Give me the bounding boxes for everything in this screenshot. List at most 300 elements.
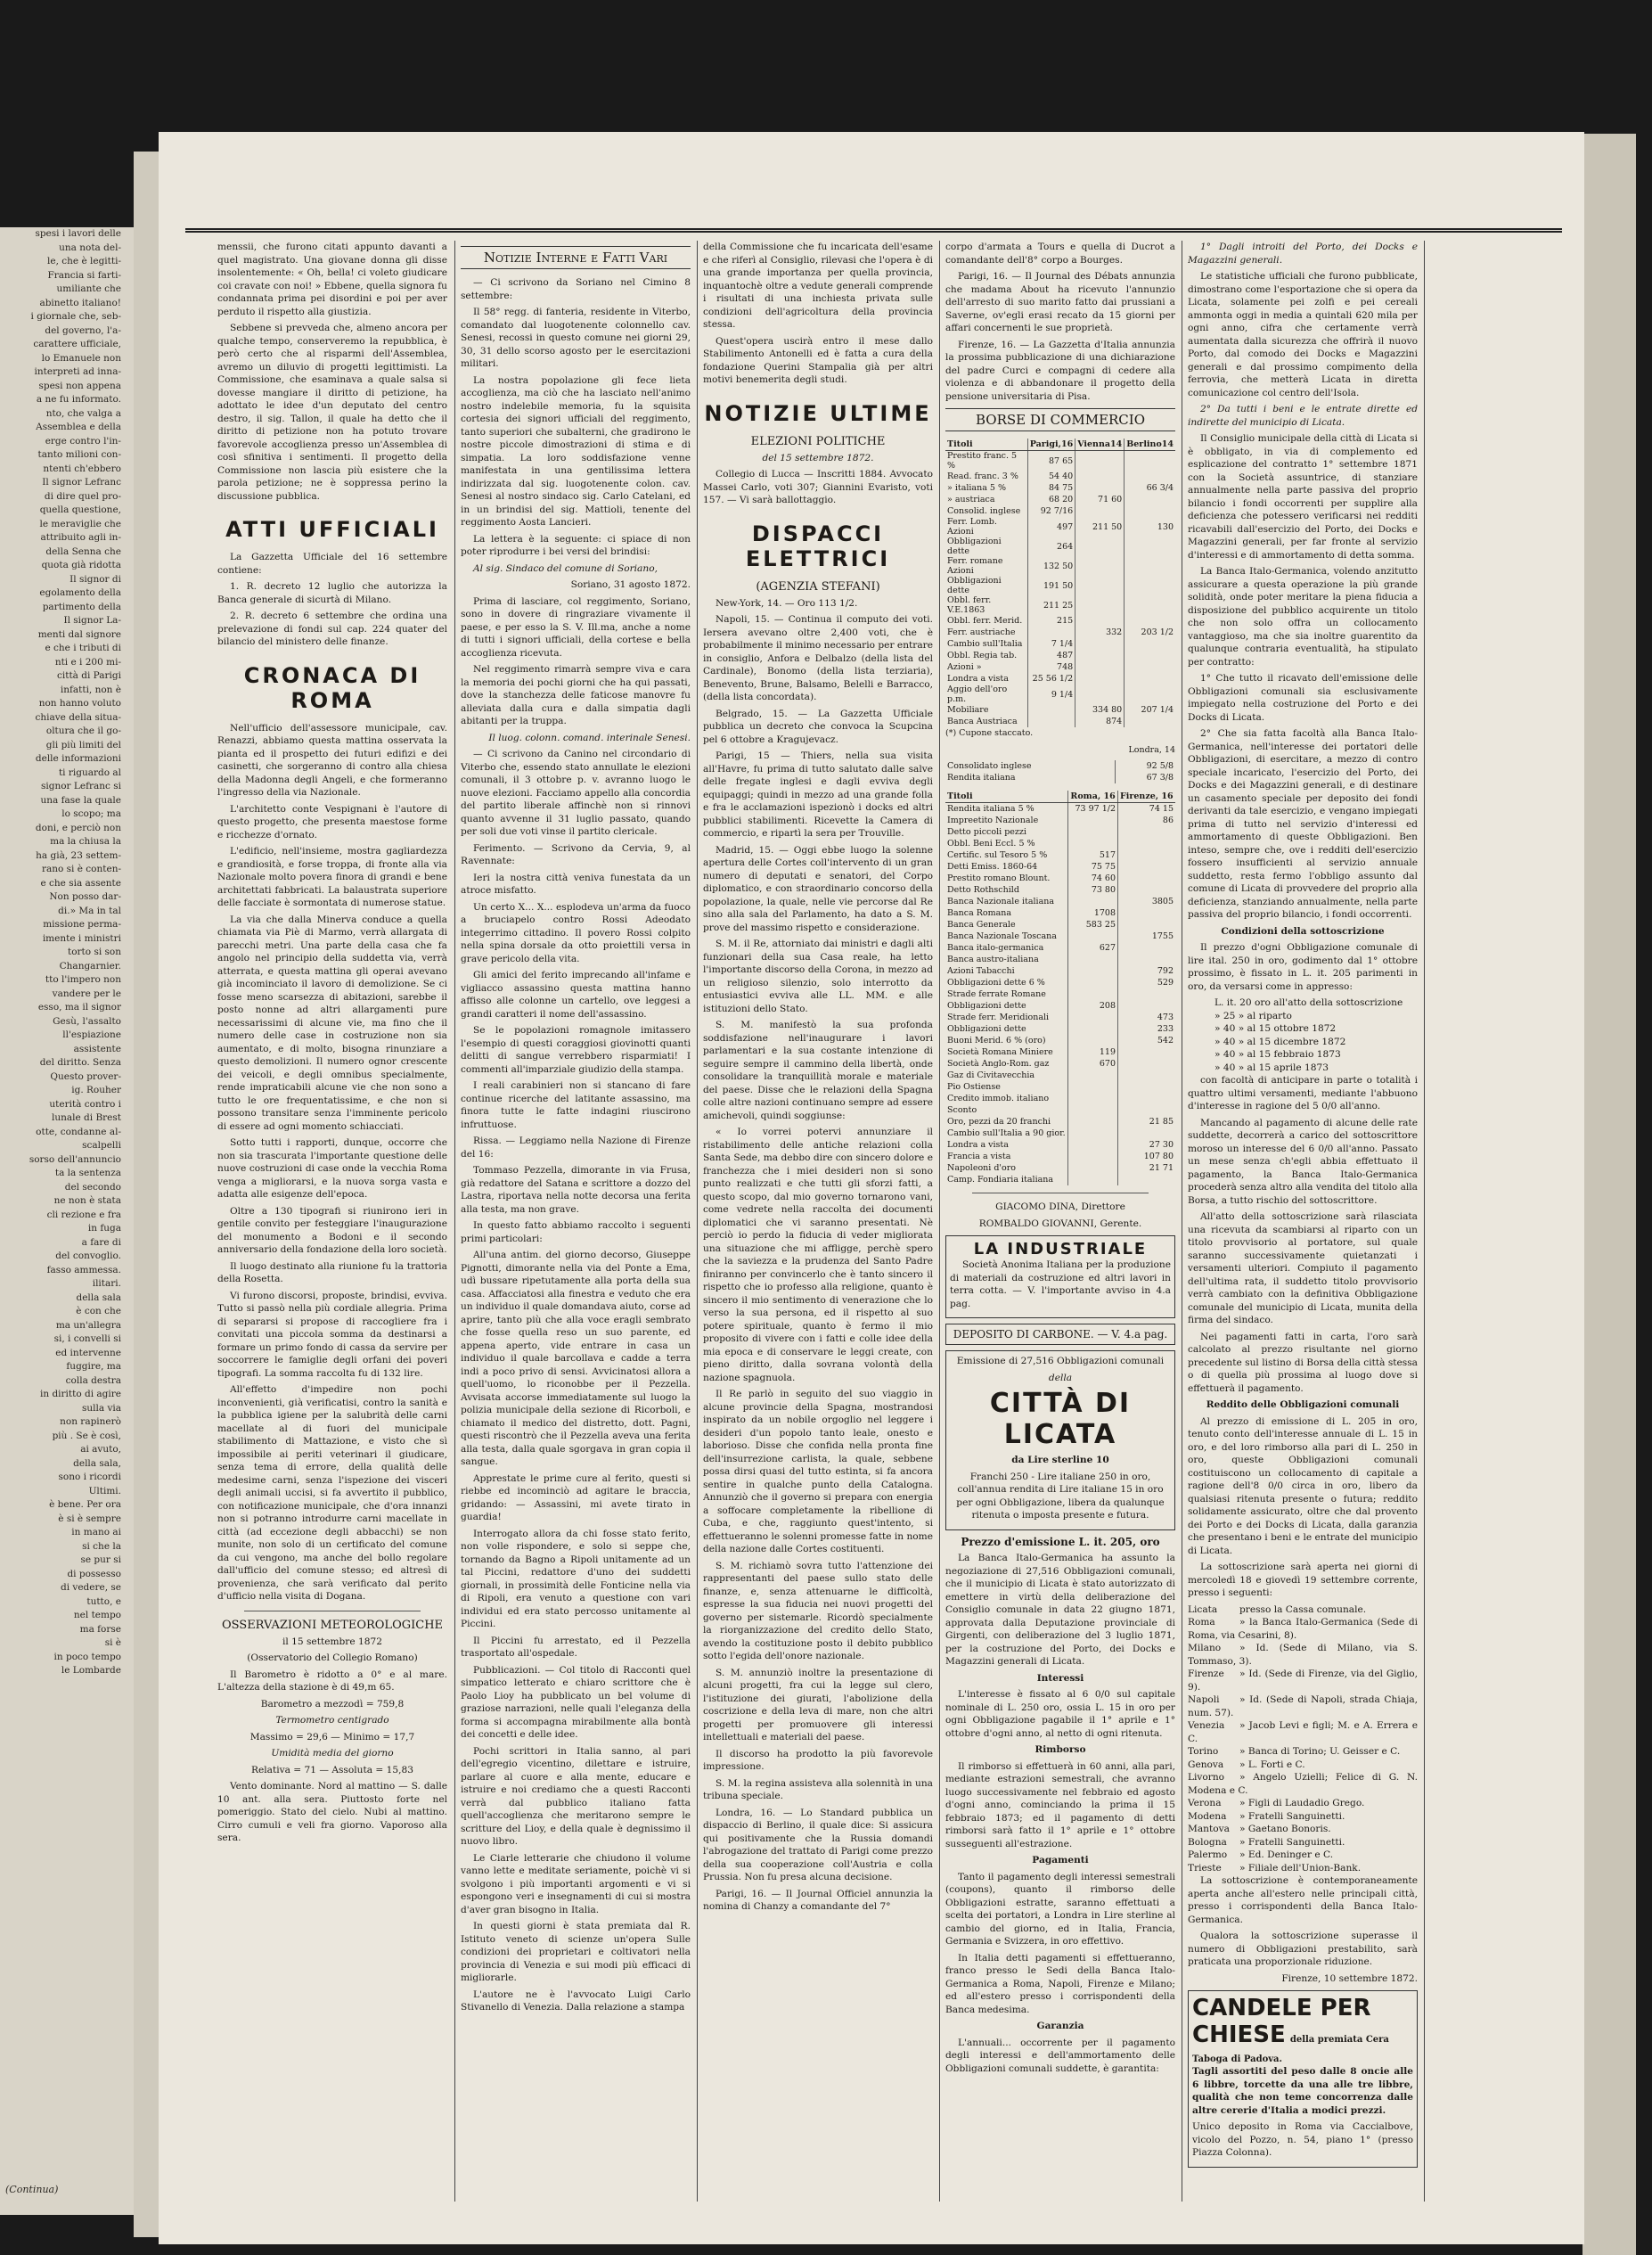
table-cell: Obbl. Regia tab. — [945, 650, 1027, 661]
fragment-line: Gesù, l'assalto — [53, 1015, 121, 1027]
table-row — [945, 988, 1175, 1000]
table-cell: Azioni Tabacchi — [945, 965, 1068, 977]
article-text: Quest'opera uscirà entro il mese dallo Stabilimento Antonelli ed è fatta a cura della fondazione Querini Stampalia già per altri motivi benemerita degli studi. — [703, 335, 933, 385]
table-cell: 84 75 — [1027, 482, 1075, 494]
article-signature: Il luog. colonn. comand. interinale Senesi. — [488, 732, 691, 743]
place-city: Livorno — [1188, 1772, 1225, 1783]
dispatch-text: New-York, 14. — Oro 113 1/2. — [716, 597, 858, 609]
deposito-ad: DEPOSITO DI CARBONE. — V. 4.a pag. — [945, 1324, 1175, 1345]
fragment-line: della sala, — [73, 1457, 121, 1469]
table-body — [945, 760, 1175, 783]
article-text: Collegio di Lucca — Inscritti 1884. Avvocato Massei Carlo, voti 307; Giannini Evaristo, voti 157. — Vi sarà ballottaggio. — [703, 469, 933, 505]
ad-date: Firenze, 10 settembre 1872. — [1281, 1972, 1418, 1984]
article-text: — Ci scrivono da Soriano nel Cimino 8 settembre: — [461, 277, 691, 301]
table-cell — [1027, 704, 1075, 716]
fragment-line: Assemblea e della — [36, 422, 121, 432]
table-row — [945, 931, 1175, 942]
fragment-line: è bene. Per ora — [49, 1499, 121, 1510]
section-heading-notizie-interne: Notizie Interne e Fatti Vari — [461, 246, 691, 269]
continua-note: (Continua) — [5, 2184, 59, 2195]
article-text: Gli amici del ferito imprecando all'infame e vigliacco assassino questa mattina hanno affisso alle colonne un cartello, ove leggesi a grandi caratteri il nome dell'assassino. — [461, 970, 691, 1020]
ad-text: 1° Dagli introiti del Porto, dei Docks e Magazzini generali. — [1188, 242, 1418, 266]
table-cell: Banca Generale — [945, 919, 1068, 931]
fragment-line: tanto milioni con- — [37, 449, 121, 460]
place-row — [1188, 1771, 1418, 1797]
ad-text: La sottoscrizione è contemporaneamente aperta anche all'estero nelle principali città, presso i corrispondenti della Banca Italo-Germanica. — [1188, 1875, 1418, 1925]
place-city: Roma — [1188, 1617, 1215, 1628]
article-text: Al sig. Sindaco del comune di Soriano, — [473, 562, 658, 574]
table-cell: Società Anglo-Rom. gaz — [945, 1058, 1068, 1070]
dispatch-text: Firenze, 16. — La Gazzetta d'Italia annunzia la prossima pubblicazione di una dichiarazione del padre Curci e compagni di cedere alla violenza e di abbandonare il progetto della pensione universitaria di Pisa. — [945, 339, 1175, 402]
fragment-line: ma forse — [79, 1623, 121, 1635]
table-cell — [1118, 1174, 1175, 1185]
article-text: Il 58° regg. di fanteria, residente in Viterbo, comandato dal luogotenente colonnello cav. Senesi, recossi in questo comune nei giorni 29, 30, 31 dello scorso agosto per le esercitazioni militari. — [461, 307, 691, 369]
table-cell — [1125, 615, 1175, 627]
table-header — [945, 439, 1175, 451]
table-cell — [1118, 1058, 1175, 1070]
payment-schedule — [1188, 996, 1418, 1074]
fragment-line: abinetto italiano! — [39, 297, 121, 308]
table-cell: 1708 — [1068, 907, 1118, 919]
table-row — [945, 907, 1175, 919]
schedule-row: » 40 » al 15 dicembre 1872 — [1214, 1036, 1346, 1047]
article-text: Interrogato allora da chi fosse stato ferito, non volle rispondere, e solo si seppe che, tornando da Bagno a Ripoli unitamente ad un tal Piccini, redattore d'uno dei suddetti giornali, in prossimità delle Fonticine nella via di Ripoli, era venuto a questione con vari individui ed era stato percosso unitamente al Piccini. — [461, 1528, 691, 1629]
spacer — [945, 783, 1175, 791]
table-cell — [1068, 826, 1118, 838]
article-text: Il Barometro è ridotto a 0° e al mare. L'altezza della stazione è di 49,m 65. — [217, 1669, 447, 1693]
dispatch-text: Il discorso ha prodotto la più favorevole impressione. — [703, 1748, 933, 1772]
ad-text: Al prezzo di emissione di L. 205 in oro, tenuto conto dell'interesse annuale di L. 15 in oro, e del loro rimborso alla pari di L. 250 in oro, queste Obbligazioni comunali costituiscono un collocamento di capitale a ragione dell'8 0/0 circa in oro, libero da qualsiasi ritenuta presente o futura; reddito solidamente assicurato, oltre che dal provento dei Porto e dei Docks di Licata, dalla garanzia che presentano i beni e le entrate del municipio di Licata. — [1188, 1415, 1418, 1556]
table-cell — [1118, 884, 1175, 896]
table-cell: » austriaca — [945, 494, 1027, 505]
table-cell — [1075, 650, 1125, 661]
table-cell: 215 — [1027, 615, 1075, 627]
ad-text: Franchi 250 - Lire italiane 250 in oro, coll'annua rendita di Lire italiane 15 in oro per ogni Obbligazione, libera da qualunque ritenuta o imposta presente e futura. — [956, 1471, 1165, 1521]
fragment-line: una fase la quale — [40, 794, 121, 806]
place-city: Napoli — [1188, 1694, 1220, 1705]
article-text: Il Piccini fu arrestato, ed il Pezzella trasportato all'ospedale. — [461, 1635, 691, 1659]
table-cell — [1125, 673, 1175, 685]
article-text: Tommaso Pezzella, dimorante in via Frusa, già redattore del Satana e scrittore a dozzo del Lastra, riportava nella notte decorsa una ferita alla testa, ma non grave. — [461, 1165, 691, 1215]
fragment-line: vandere per le — [52, 988, 121, 999]
ad-subheading: Emissione di 27,516 Obbligazioni comunali — [956, 1356, 1165, 1366]
fragment-line: ntenti ch'ebbero — [43, 463, 121, 474]
table-cell: Camp. Fondiaria italiana — [945, 1174, 1068, 1185]
article-text: La Gazzetta Ufficiale del 16 settembre contiene: — [217, 552, 447, 576]
director-line: GIACOMO DINA, Direttore — [995, 1201, 1125, 1212]
humidity-reading: Relativa = 71 — Assoluta = 15,83 — [251, 1764, 413, 1775]
place-city: Genova — [1188, 1759, 1224, 1770]
subheading-agenzia: (AGENZIA STEFANI) — [756, 579, 880, 594]
schedule-row: » 40 » al 15 ottobre 1872 — [1214, 1023, 1337, 1034]
table-header — [945, 791, 1175, 803]
ad-text: All'atto della sottoscrizione sarà rilasciata una ricevuta da scambiarsi al riparto con un titolo provvisorio al portatore, sul quale saranno successivamente quietanzati i versamenti ulteriori. Compiuto il pagamento dell'ultima rata, il suddetto titolo provvisorio verrà cambiato con la definitiva Obbligazione comunale del municipio di Licata, munita della firma del sindaco. — [1188, 1211, 1418, 1325]
table-row — [945, 451, 1175, 472]
fragment-line: e che i tributi di — [45, 643, 121, 653]
table-cell: 75 75 — [1068, 861, 1118, 873]
table-cell: Read. franc. 3 % — [945, 471, 1027, 482]
fragment-line: Questo prover- — [50, 1070, 121, 1082]
table-cell: Obbligazioni dette — [945, 576, 1027, 595]
fragment-line: città di Parigi — [56, 670, 121, 681]
table-cell — [1068, 1151, 1118, 1162]
table-cell: 191 50 — [1027, 576, 1075, 595]
fragment-line: partimento della — [42, 601, 121, 612]
fragment-line: spesi i lavori delle — [35, 228, 121, 239]
table-row — [945, 760, 1175, 772]
article-text: In questi giorni è stata premiata dal R. Istituto veneto di scienze un'opera Sulle condizioni dei proprietari e coltivatori nella provincia di Venezia e sui modi più efficaci di migliorarle. — [461, 1921, 691, 1983]
fragment-line: chiave della situa- — [35, 711, 121, 723]
table-cell: 207 1/4 — [1141, 705, 1174, 715]
schedule-row: » 25 » al riparto — [1214, 1010, 1292, 1021]
table-row — [945, 517, 1175, 537]
dispatch-text: Parigi, 16. — Il Journal Officiel annunzia la nomina di Chanzy a comandante del 7° — [703, 1888, 933, 1912]
table-cell — [1075, 556, 1125, 576]
fragment-line: non rapinerò — [60, 1416, 121, 1427]
fragment-line: ilitari. — [92, 1278, 121, 1289]
dispatch-text: S. M. richiamò sovra tutto l'attenzione dei rappresentanti del paese sullo stato delle finanze, e, senza attenuarne le difficoltà, espresse la sua fiducia nei nuovi progetti del governo per sistemarle. Ricordò specialmente la riorganizzazione del credito dello Stato, avendo la costituzione posto il debito pubblico sotto l'egida dell'onore nazionale. — [703, 1560, 933, 1661]
fragment-line: tto l'impero non — [45, 974, 121, 985]
table-cell — [1075, 471, 1125, 482]
fragment-line: nto, che valga a — [45, 407, 121, 419]
table-cell — [1068, 1035, 1118, 1046]
table-cell — [1075, 685, 1125, 704]
table-row — [945, 1151, 1175, 1162]
fragment-line: di.» Ma in tal — [58, 905, 121, 916]
dispatch-text: « Io vorrei potervi annunziare il ristabilimento delle antiche relazioni colla Santa Sede, ma debbo dire con sincero dolore e franchezza che i miei desideri non si sono punto realizzati e che tutti gli sforzi fatti, a questo scopo, dal mio governo tornarono vani, come vedrete nella raccolta dei documenti diplomatici che vi saranno presentati. Nè perciò io perdo la fiducia di veder migliorata una situazione che mi affligge, perchè spero che la saviezza e la prudenza del Santo Padre finiranno per convincerlo che è tanto sincero il rispetto che io professo alla religione, quanto è sincero il mio sentimento di venerazione che lo verso la sua persona, ed il rispetto al suo potere spirituale, quanto è fermo il mio proposito di vivere con i fatti e colle idee della mia epoca e di conservare le leggi create, con pieno diritto, dalla sovrana volontà della nazione spagnuola. — [703, 1127, 933, 1383]
table-cell: Banca italo-germanica — [945, 942, 1068, 954]
table-row — [945, 954, 1175, 965]
table-cell: 54 40 — [1027, 471, 1075, 482]
fragment-line: egolamento della — [39, 587, 121, 598]
fragment-line: i giornale che, seb- — [30, 311, 121, 322]
dispatch-text: corpo d'armata a Tours e quella di Ducrot a comandante dell'8° corpo a Bourges. — [945, 242, 1175, 266]
place-city: Licata — [1188, 1603, 1218, 1615]
table-cell: 627 — [1068, 942, 1118, 954]
place-agent: » Fratelli Sanguinetti. — [1239, 1836, 1345, 1848]
table-cell — [1118, 826, 1175, 838]
place-city: Bologna — [1188, 1836, 1227, 1848]
ad-subheading: Pagamenti — [1032, 1855, 1089, 1866]
table-row — [945, 838, 1175, 849]
table-cell: Prestito romano Blount. — [945, 873, 1068, 884]
table-cell — [1075, 537, 1125, 556]
fragment-line: quella questione, — [39, 504, 121, 515]
fragment-line: in poco tempo — [53, 1651, 121, 1662]
ad-subheading: della — [1048, 1372, 1073, 1383]
table-cell — [1068, 954, 1118, 965]
column-rule — [939, 241, 940, 2202]
fragment-line: in fuga — [87, 1223, 121, 1234]
column-3 — [703, 241, 933, 2218]
dispatch-text: Parigi, 15 — Thiers, nella sua visita all'Havre, fu prima di tutto salutato dalle salve delle fregate inglesi e dagli evviva degli equipaggi; quindi in mezzo ad una grande folla e fra le acclamazioni ispezionò i docks ed altri pubblici stabilimenti. Ricevette la Camera di commercio, e ripartì la sera per Trouville. — [703, 750, 933, 839]
article-text: Il luogo destinato alla riunione fu la trattoria della Rosetta. — [217, 1260, 447, 1284]
table-row — [945, 471, 1175, 482]
table-header-cell: Parigi,16 — [1027, 439, 1075, 451]
table-cell — [1075, 638, 1125, 650]
table-row — [945, 595, 1175, 615]
table-cell: 583 25 — [1068, 919, 1118, 931]
table-row — [945, 896, 1175, 907]
table-row — [945, 1058, 1175, 1070]
ad-subheading: Condizioni della sottoscrizione — [1221, 925, 1385, 937]
table-row — [945, 1035, 1175, 1046]
table-cell: Rendita italiana 5 % — [945, 803, 1068, 816]
table-cell — [1068, 1093, 1118, 1104]
table-row — [945, 1104, 1175, 1116]
article-text: Pubblicazioni. — Col titolo di Racconti quel simpatico letterato e chiaro scrittore che è Paolo Lioy ha pubblicato un bel volume di graziose narrazioni, nelle quali l'eleganza della forma si accompagna mirabilmente alla bontà dei concetti e delle idee. — [461, 1664, 691, 1740]
table-cell: Obbligazioni dette — [945, 537, 1027, 556]
table-cell: 87 65 — [1027, 451, 1075, 472]
fragment-line: di dire quel pro- — [44, 490, 121, 502]
table-cell — [1118, 838, 1175, 849]
fragment-line: signor Lefranc si — [41, 781, 121, 791]
table-cell: Obbl. ferr. V.E.1863 — [945, 595, 1027, 615]
table-caption: Londra, 14 — [1128, 744, 1175, 755]
table-cell: Obbligazioni dette — [945, 1000, 1068, 1012]
section-heading-cronaca-di-roma: CRONACA DI ROMA — [243, 662, 421, 713]
bourse-table-paris — [945, 439, 1175, 727]
table-header-cell: Berlino14 — [1125, 439, 1175, 451]
table-cell: 332 — [1075, 627, 1125, 638]
table-row — [945, 494, 1175, 505]
place-row — [1188, 1849, 1418, 1862]
dispatch-text: S. M. il Re, attorniato dai ministri e dagli alti funzionari della sua Casa reale, ha letto l'importante discorso della Corona, in mezzo ad un religioso silenzio, solo interrotto da entusiastici evviva alle LL. MM. e alle istituzioni dello Stato. — [703, 939, 933, 1014]
fragment-line: cli rezione e fra — [46, 1209, 121, 1220]
fragment-line: del diritto. Senza — [39, 1057, 121, 1068]
table-cell: Napoleoni d'oro — [945, 1162, 1068, 1174]
article-text: L'autore ne è l'avvocato Luigi Carlo Stivanello di Venezia. Dalla relazione a stampa — [461, 1988, 691, 2013]
table-row — [945, 1023, 1175, 1035]
article-text: Oltre a 130 tipografi si riunirono ieri in gentile convito per festeggiare l'inaugurazione del monumento a Bodoni e il secondo anniversario della fondazione della loro società. — [217, 1205, 447, 1255]
table-cell: » italiana 5 % — [945, 482, 1027, 494]
ad-text: La sottoscrizione sarà aperta nei giorni di mercoledì 18 e giovedì 19 settembre corrente, presso i seguenti: — [1188, 1562, 1418, 1598]
table-row — [945, 1139, 1175, 1151]
fragment-line: sorso dell'annuncio — [29, 1153, 121, 1165]
ad-text: Le statistiche ufficiali che furono pubblicate, dimostrano come l'esportazione che si opera da Licata, solamente pei zolfi e pei cereali ammonta oggi in media a quintali 620 mila per ogni anno, cifra che certamente verrà aumentata dalla sicurezza che offrirà il nuovo Porto, dal comodo dei Docks e Magazzini generali e dal prossimo compimento della ferrovia, che metterà Licata in diretta comunicazione col centro dell'Isola. — [1188, 271, 1418, 398]
temperature-reading: Massimo = 29,6 — Minimo = 17,7 — [249, 1731, 415, 1742]
article-text: Un certo X... X... esplodeva un'arma da fuoco a bruciapelo contro Rossi Adeodato integerrimo cittadino. Il povero Rossi colpito nella spina dorsale da otto proiettili versa in grave pericolo della vita. — [461, 901, 691, 964]
place-row — [1188, 1810, 1418, 1824]
place-row — [1188, 1745, 1418, 1759]
ad-subheading: Garanzia — [1036, 2021, 1084, 2031]
gerente-line: ROMBALDO GIOVANNI, Gerente. — [978, 1218, 1142, 1229]
fragment-line: ta la sentenza — [54, 1168, 121, 1178]
dispatch-text: Madrid, 15. — Oggi ebbe luogo la solenne apertura delle Cortes coll'intervento di un gran numero di deputati e senatori, del Corpo diplomatico, e con straordinario concorso della popolazione, la quale, nelle vie percorse dal Re sino alla sala del Parlamento, ha dato a S. M. prove del massimo rispetto e considerazione. — [703, 844, 933, 933]
fragment-line: ne non è stata — [53, 1195, 121, 1206]
table-cell: 670 — [1068, 1058, 1118, 1070]
table-cell: 68 20 — [1027, 494, 1075, 505]
fragment-line: sono i ricordi — [58, 1472, 121, 1482]
fragment-line: delle informazioni — [35, 753, 121, 764]
place-row — [1188, 1642, 1418, 1668]
place-agent: » Id. (Sede di Milano, via S. Tommaso, 3). — [1188, 1643, 1418, 1667]
table-cell: 132 50 — [1027, 556, 1075, 576]
table-row — [945, 772, 1175, 783]
table-cell: Oro, pezzi da 20 franchi — [945, 1116, 1068, 1128]
table-cell: Francia a vista — [945, 1151, 1068, 1162]
table-cell: 27 30 — [1149, 1140, 1174, 1150]
table-cell — [1118, 861, 1175, 873]
table-cell: Buoni Merid. 6 % (oro) — [945, 1035, 1068, 1046]
place-agent: » Angelo Uzielli; Felice di G. N. Modena e C. — [1188, 1772, 1418, 1796]
place-row — [1188, 1836, 1418, 1849]
fragment-line: rano si è conten- — [41, 864, 121, 874]
place-row — [1188, 1759, 1418, 1772]
fragment-line: interpreti ad inna- — [34, 366, 121, 377]
table-row — [945, 627, 1175, 638]
fragment-line: oltura che il go- — [45, 726, 121, 736]
article-text: L'edificio, nell'insieme, mostra gagliardezza e grandiosità, e forse troppa, di fronte alla via Nazionale molto povera finora di grandi e bene architettati fabbricati. La balaustrata superiore delle facciate è sormontata di numerose statue. — [217, 846, 447, 908]
ad-text: Qualora la sottoscrizione superasse il numero di Obbligazioni prestabilito, sarà praticata una proporzionale riduzione. — [1188, 1931, 1418, 1967]
ad-text: La Banca Italo-Germanica, volendo anzitutto assicurare a questa operazione la più grande solidità, onde poter meritare la piena fiducia a disposizione del pubblico acquirente un titolo che non solo offra un collocamento vantaggioso, ma che sia inoltre guarentito da qualunque contraria eventualità, ha stipulato per contratto: — [1188, 566, 1418, 668]
fragment-line: fuggire, ma — [66, 1361, 121, 1372]
table-cell: Cambio sull'Italia a 90 gior. — [945, 1128, 1068, 1139]
table-cell: Azioni » — [945, 661, 1027, 673]
article-text: Sebbene si prevveda che, almeno ancora per qualche tempo, conserveremo la repubblica, è però certo che al risparmi dell'Assemblea, avremo un diluvio di progetti legittimisti. La Commissione, che esaminava a quale salsa si dovesse mangiare il diritto di petizione, ha adottato le idee d'un deputato del centro destro, il sig. Tallon, il quale ha detto che il diritto di petizione non ha potuto trovare favorevole accoglienza presso un'Assemblea di così sfinitiva i sentimenti. Il progetto della Commissione non lascia più esistere che la parola petizione; ne è soppressa perino la discussione pubblica. — [217, 323, 447, 502]
table-row — [945, 919, 1175, 931]
table-cell: 542 — [1157, 1036, 1174, 1046]
table-cell — [1075, 661, 1125, 673]
table-cell: 73 97 1/2 — [1068, 803, 1118, 816]
table-cell — [1068, 1128, 1118, 1139]
ad-text: Unico deposito in Roma via Caccialbove, vicolo del Pozzo, n. 54, piano 1° (presso Piazza Colonna). — [1192, 2121, 1413, 2158]
place-row — [1188, 1862, 1418, 1875]
place-city: Modena — [1188, 1810, 1227, 1822]
fragment-line: scalpelli — [82, 1140, 121, 1151]
table-cell: 264 — [1027, 537, 1075, 556]
table-row — [945, 861, 1175, 873]
table-cell — [1125, 451, 1175, 472]
fragment-line: Changarnier. — [59, 960, 121, 972]
table-row — [945, 576, 1175, 595]
ad-subheading: da Lire sterline 10 — [1011, 1455, 1109, 1465]
fragment-line: ma la chiusa la — [50, 836, 121, 847]
fragment-line: a fare di — [81, 1236, 121, 1248]
place-city: Torino — [1188, 1746, 1219, 1757]
ad-subheading: Reddito delle Obbligazioni comunali — [1206, 1399, 1400, 1410]
column-rule — [454, 241, 455, 2202]
table-cell — [1125, 685, 1175, 704]
table-cell — [1125, 716, 1175, 727]
article-text: Vi furono discorsi, proposte, brindisi, evviva. Tutto si passò nella più cordiale allegria. Prima di separarsi si propose di raccogliere fra i convitati una piccola somma da destinarsi a formare un primo fondo di cassa da servire per soccorrere le famiglie degli orfani dei poveri tipografi. La somma raccolta fu di 132 lire. — [217, 1290, 447, 1379]
fragment-line: di possesso — [67, 1568, 121, 1579]
ad-text: Il Consiglio municipale della città di Licata si è obbligato, in via di complemento ed esplicazione del contratto 1° settembre 1871 con la Società assuntrice, di stanziare annualmente nella parte passiva del proprio bilancio i fondi occorrenti per supplire alla deficienza che potessero verificarsi nei redditi ricavabili dall'esercizio del Porto, dei Docks e Magazzini generali, per far fronte al servizio d'interessi e di ammortamento di detta somma. — [1188, 433, 1418, 561]
place-row — [1188, 1616, 1418, 1642]
ad-text: Il prezzo d'ogni Obbligazione comunale di lire ital. 250 in oro, godimento dal 1° ottobre prossimo, è fissato in L. it. 205 parimenti in oro, da versarsi come in appresso: — [1188, 942, 1418, 992]
table-cell: Banca Austriaca — [945, 716, 1027, 727]
table-cell: 130 — [1157, 521, 1174, 532]
table-cell — [1068, 1012, 1118, 1023]
place-agent: » Id. (Sede di Napoli, strada Chiaja, num. 57). — [1188, 1694, 1418, 1718]
table-row — [945, 638, 1175, 650]
table-row — [945, 1046, 1175, 1058]
fragment-line: fasso ammessa. — [46, 1264, 121, 1275]
table-cell — [1075, 615, 1125, 627]
table-cell — [1125, 556, 1175, 576]
table-cell: 74 60 — [1068, 873, 1118, 884]
dispatch-text: Belgrado, 15. — La Gazzetta Ufficiale pubblica un decreto che convoca la Scupcina pel 6 ottobre a Kragujevacz. — [703, 708, 933, 745]
fragment-line: colla destra — [65, 1374, 121, 1386]
column-4 — [945, 241, 1175, 2218]
table-cell: 92 7/16 — [1027, 505, 1075, 517]
fragment-line: del governo, l'a- — [45, 324, 121, 336]
table-row — [945, 673, 1175, 685]
table-cell — [1075, 482, 1125, 494]
article-text: La nostra popolazione gli fece lieta accoglienza, ma ciò che ha lasciato nell'animo nostro indelebile memoria, fu la squisita cortesia dei signori ufficiali del reggimento, tanto superiori che subalterni, che gradirono le nostre piccole dimostrazioni di stima e di simpatia. La loro soddisfazione venne manifestata in una gentilissima lettera indirizzata dal sig. luogotenente colon. cav. Senesi al nostro sindaco sig. Carlo Catelani, ed in un brindisi del sig. Mattioli, tenente del reggimento Aosta Lancieri. — [461, 374, 691, 528]
table-cell: 71 60 — [1075, 494, 1125, 505]
fragment-line: nel tempo — [73, 1610, 121, 1620]
table-cell: Obbligazioni dette 6 % — [945, 977, 1068, 988]
table-cell: 86 — [1162, 816, 1174, 825]
table-cell — [1118, 919, 1175, 931]
table-cell: Obbl. Beni Eccl. 5 % — [945, 838, 1068, 849]
table-cell — [1125, 595, 1175, 615]
place-row — [1188, 1719, 1418, 1745]
fragment-line: otte, condanne al- — [36, 1126, 121, 1137]
fragment-line: Non posso dar- — [49, 891, 121, 902]
table-cell: Prestito franc. 5 % — [945, 451, 1027, 472]
table-cell: 211 25 — [1027, 595, 1075, 615]
table-cell — [1068, 1116, 1118, 1128]
table-cell: Rendita italiana — [945, 772, 1116, 783]
place-agent: » Jacob Levi e figli; M. e A. Errera e C. — [1188, 1720, 1418, 1744]
fragment-line: nti e i 200 mi- — [54, 656, 121, 668]
table-row — [945, 1174, 1175, 1185]
ad-text: con facoltà di anticipare in parte o totalità i quattro ultimi versamenti, mediante l'abbuono d'interesse in ragione del 5 0/0 all'anno. — [1188, 1075, 1418, 1111]
table-cell: Banca Nazionale italiana — [945, 896, 1068, 907]
ad-subheading: Rimborso — [1035, 1744, 1086, 1755]
table-cell — [1068, 1023, 1118, 1035]
table-cell — [1068, 896, 1118, 907]
table-row — [945, 1000, 1175, 1012]
table-row — [945, 965, 1175, 977]
table-cell — [1125, 638, 1175, 650]
table-row — [945, 1093, 1175, 1104]
table-cell: 107 80 — [1143, 1152, 1174, 1161]
table-cell — [1118, 954, 1175, 965]
table-row — [945, 803, 1175, 816]
ad-text: In Italia detti pagamenti si effettueranno, franco presso le Sedi della Banca Italo-Germanica a Roma, Napoli, Firenze e Milano; ed all'estero presso i corrispondenti della Banca medesima. — [945, 1952, 1175, 2015]
table-row — [945, 556, 1175, 576]
fragment-line: spesi non appena — [38, 380, 121, 391]
dispatch-text: Napoli, 15. — Continua il computo dei voti. Iersera avevano oltre 2,400 voti, che è probabilmente il minimo necessario per entrare in consiglio, Anfora e Delbalzo (della lista del Cardinale), Bonomo (della lista terziaria), Benevento, Brune, Balsamo, Belelli e Barracco, (della lista concordata). — [703, 614, 933, 702]
table-cell — [1125, 505, 1175, 517]
article-text: Prima di lasciare, col reggimento, Soriano, sono in dovere di ringraziare vivamente il paese, e per esso la S. V. Ill.ma, anche a nome di tutti i signori ufficiali, della cortese e bella accoglienza ricevuta. — [461, 595, 691, 659]
table-cell — [1068, 1139, 1118, 1151]
table-row — [945, 873, 1175, 884]
table-cell — [1068, 1081, 1118, 1093]
article-text: Ferimento. — Scrivono da Cervia, 9, al Ravennate: — [461, 842, 691, 866]
table-cell — [1125, 650, 1175, 661]
place-row — [1188, 1797, 1418, 1810]
subheading: Umidità media del giorno — [271, 1748, 394, 1759]
table-row — [945, 815, 1175, 826]
table-cell: Detto Rothschild — [945, 884, 1068, 896]
dispatch-text: S. M. manifestò la sua profonda soddisfazione nell'inaugurare i lavori parlamentari e la sua costante intenzione di seguire sempre il cammino della libertà, onde consolidare la tranquillità morale e materiale del paese. Disse che le relazioni della Spagna colle altre nazioni continuano sempre ad essere amichevoli, quindi soggiunse: — [703, 1020, 933, 1121]
table-cell: 21 71 — [1149, 1163, 1174, 1173]
table-cell: Consolidato inglese — [945, 760, 1116, 772]
table-cell: Mobiliare — [945, 704, 1027, 716]
ad-text: Mancando al pagamento di alcune delle rate suddette, decorrerà a carico del sottoscrittore moroso un interesse del 6 0/0 all'anno. Passato un mese senza ch'egli abbia effettuato il pagamento, la Banca Italo-Germanica procederà senza altro alla vendita del titolo alla Borsa, a tutto rischio del sottoscrittore. — [1188, 1117, 1418, 1206]
table-cell: 211 50 — [1075, 517, 1125, 537]
table-row — [945, 849, 1175, 861]
table-cell: Società Romana Miniere — [945, 1046, 1068, 1058]
place-city: Trieste — [1188, 1862, 1222, 1874]
table-cell — [1125, 661, 1175, 673]
ad-text: Tanto il pagamento degli interessi semestrali (coupons), quanto il rimborso delle Obbligazioni estratte, saranno effettuati a scelta dei portatori, a Londra in Lire sterline al cambio del giorno, ed in Italia, Francia, Germania e Svizzera, in oro effettivo. — [945, 1871, 1175, 1947]
table-row — [945, 1081, 1175, 1093]
